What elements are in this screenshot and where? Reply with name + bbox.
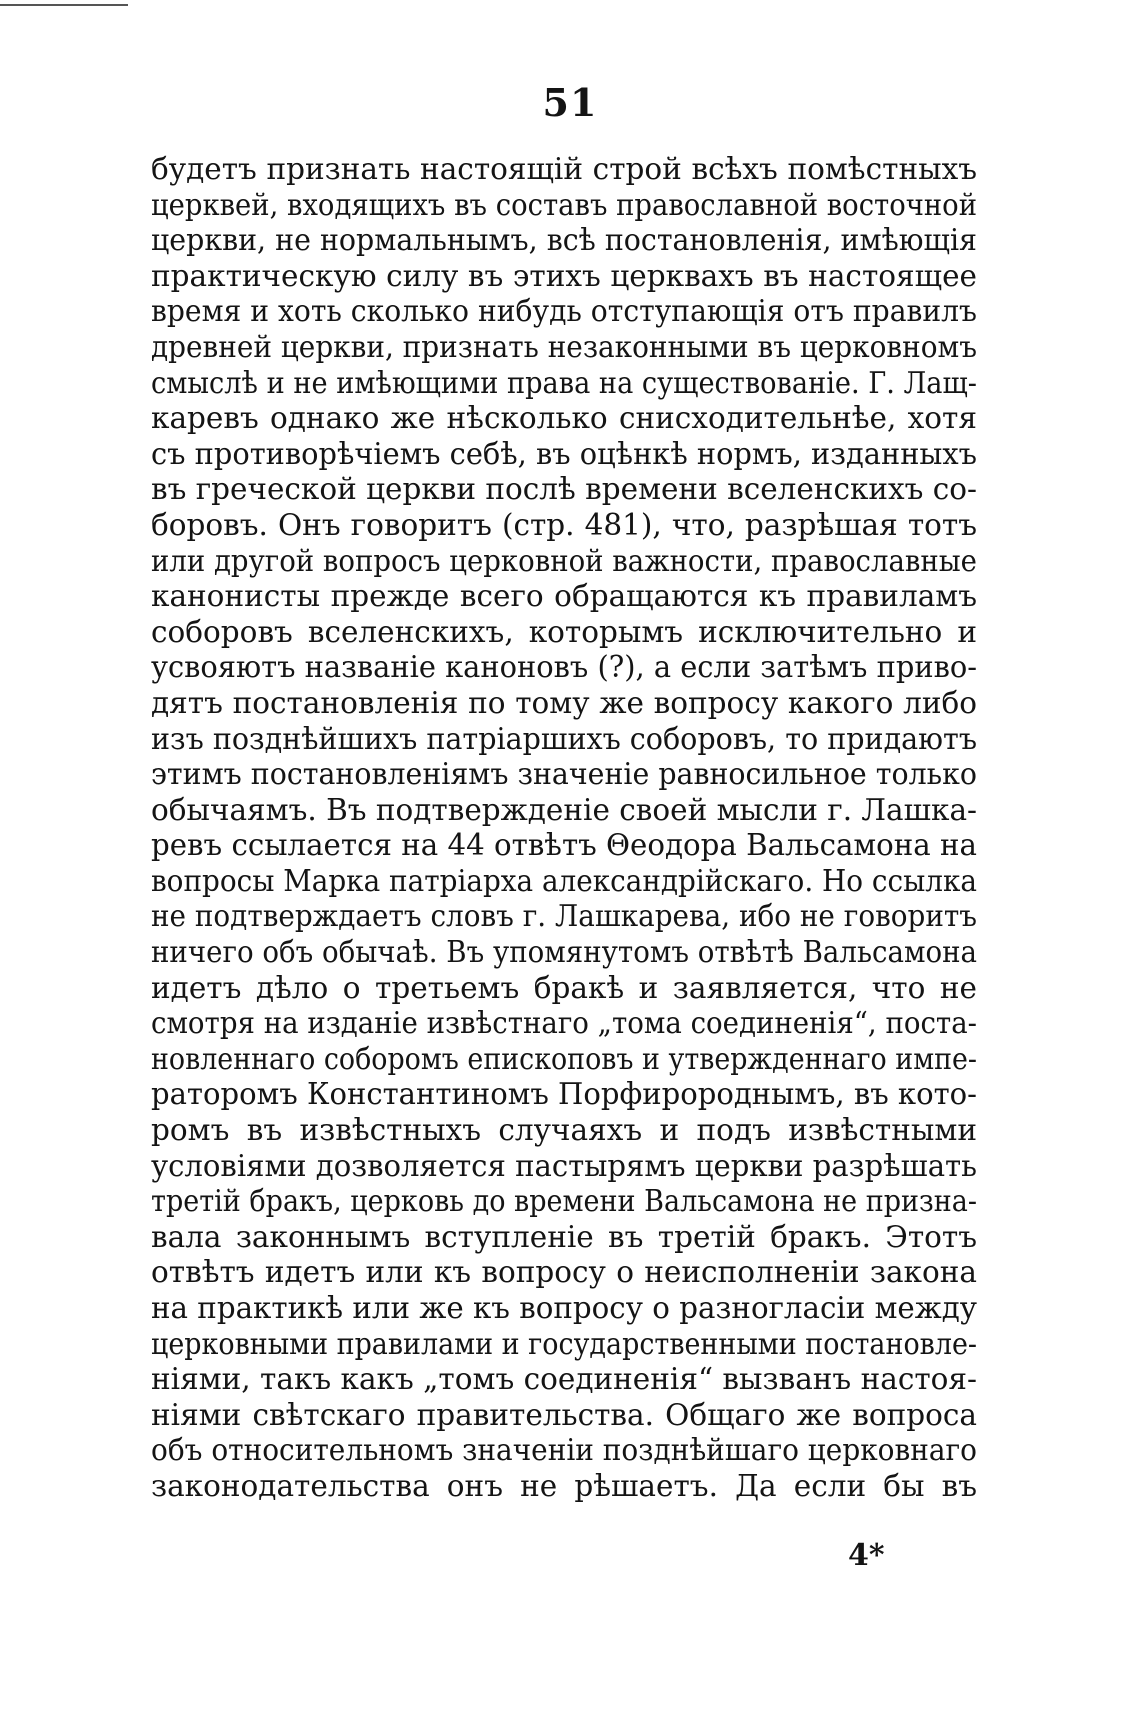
text-line: каревъ однако же нѣсколько снисходительнѣе, хотя bbox=[151, 401, 977, 436]
text-line: вала законнымъ вступленіе въ третій бракъ. Этотъ bbox=[151, 1219, 977, 1254]
text-line: третій бракъ, церковь до времени Вальсамона не призна- bbox=[151, 1184, 977, 1219]
text-line: или другой вопросъ церковной важности, православные bbox=[151, 543, 977, 578]
text-line: новленнаго соборомъ епископовъ и утвержденнаго импе- bbox=[151, 1041, 977, 1076]
text-line: вопросы Марка патріарха александрійскаго. Но ссылка bbox=[151, 863, 977, 898]
text-line: церквей, входящихъ въ составъ православной восточной bbox=[151, 187, 977, 222]
text-line: условіями дозволяется пастырямъ церкви разрѣшать bbox=[151, 1148, 977, 1183]
text-line: будетъ признать настоящій строй всѣхъ помѣстныхъ bbox=[151, 152, 977, 186]
text-line: обычаямъ. Въ подтвержденіе своей мысли г. Лашка- bbox=[151, 792, 977, 827]
text-line: канонисты прежде всего обращаются къ правиламъ bbox=[151, 579, 977, 614]
body-text bbox=[151, 152, 977, 1505]
text-line: изъ позднѣйшихъ патріаршихъ соборовъ, то придаютъ bbox=[151, 721, 977, 756]
text-line: дятъ постановленія по тому же вопросу какого либо bbox=[151, 685, 977, 720]
text-line: идетъ дѣло о третьемъ бракѣ и заявляется, что не bbox=[151, 970, 977, 1005]
text-line: ніями свѣтскаго правительства. Общаго же вопроса bbox=[151, 1397, 977, 1432]
text-line: усвояютъ названіе каноновъ (?), а если затѣмъ приво- bbox=[151, 650, 977, 685]
text-line: ничего объ обычаѣ. Въ упомянутомъ отвѣтѣ Вальсамона bbox=[151, 935, 977, 970]
text-line: древней церкви, признать незаконными въ церковномъ bbox=[151, 329, 977, 364]
text-line: ніями, такъ какъ „томъ соединенія“ вызванъ настоя- bbox=[151, 1362, 977, 1397]
page-number: 51 bbox=[542, 80, 598, 125]
text-line: отвѣтъ идетъ или къ вопросу о неисполненіи закона bbox=[151, 1255, 977, 1290]
text-line: этимъ постановленіямъ значеніе равносильное только bbox=[151, 757, 977, 792]
text-line: съ противорѣчіемъ себѣ, въ оцѣнкѣ нормъ, изданныхъ bbox=[151, 436, 977, 471]
text-line: въ греческой церкви послѣ времени вселенскихъ со- bbox=[151, 472, 977, 507]
text-line: смотря на изданіе извѣстнаго „тома соединенія“, поста- bbox=[151, 1006, 977, 1041]
top-edge-rule bbox=[0, 4, 128, 6]
text-line: практическую силу въ этихъ церквахъ въ настоящее bbox=[151, 258, 977, 293]
text-line: не подтверждаетъ словъ г. Лашкарева, ибо не говоритъ bbox=[151, 899, 977, 934]
text-line: ревъ ссылается на 44 отвѣтъ Θеодора Вальсамона на bbox=[151, 828, 977, 863]
text-line: время и хоть сколько нибудь отступающія отъ правилъ bbox=[151, 294, 977, 329]
signature-mark: 4* bbox=[848, 1538, 885, 1573]
text-line: на практикѣ или же къ вопросу о разногласіи между bbox=[151, 1291, 977, 1325]
text-line: объ относительномъ значеніи позднѣйшаго церковнаго bbox=[151, 1433, 977, 1468]
text-line: соборовъ вселенскихъ, которымъ исключительно и bbox=[151, 614, 977, 649]
text-line: законодательства онъ не рѣшаетъ. Да если бы въ bbox=[151, 1468, 977, 1503]
text-line: раторомъ Константиномъ Порфиророднымъ, въ кото- bbox=[151, 1077, 977, 1112]
text-line: боровъ. Онъ говоритъ (стр. 481), что, разрѣшая тотъ bbox=[151, 507, 977, 542]
text-line: ромъ въ извѣстныхъ случаяхъ и подъ извѣстными bbox=[151, 1113, 977, 1148]
text-line: церкви, не нормальнымъ, всѣ постановленія, имѣющія bbox=[151, 223, 977, 258]
text-line: церковными правилами и государственными постановле- bbox=[151, 1326, 977, 1361]
text-line: смыслѣ и не имѣющими права на существованіе. Г. Лащ- bbox=[151, 365, 977, 400]
